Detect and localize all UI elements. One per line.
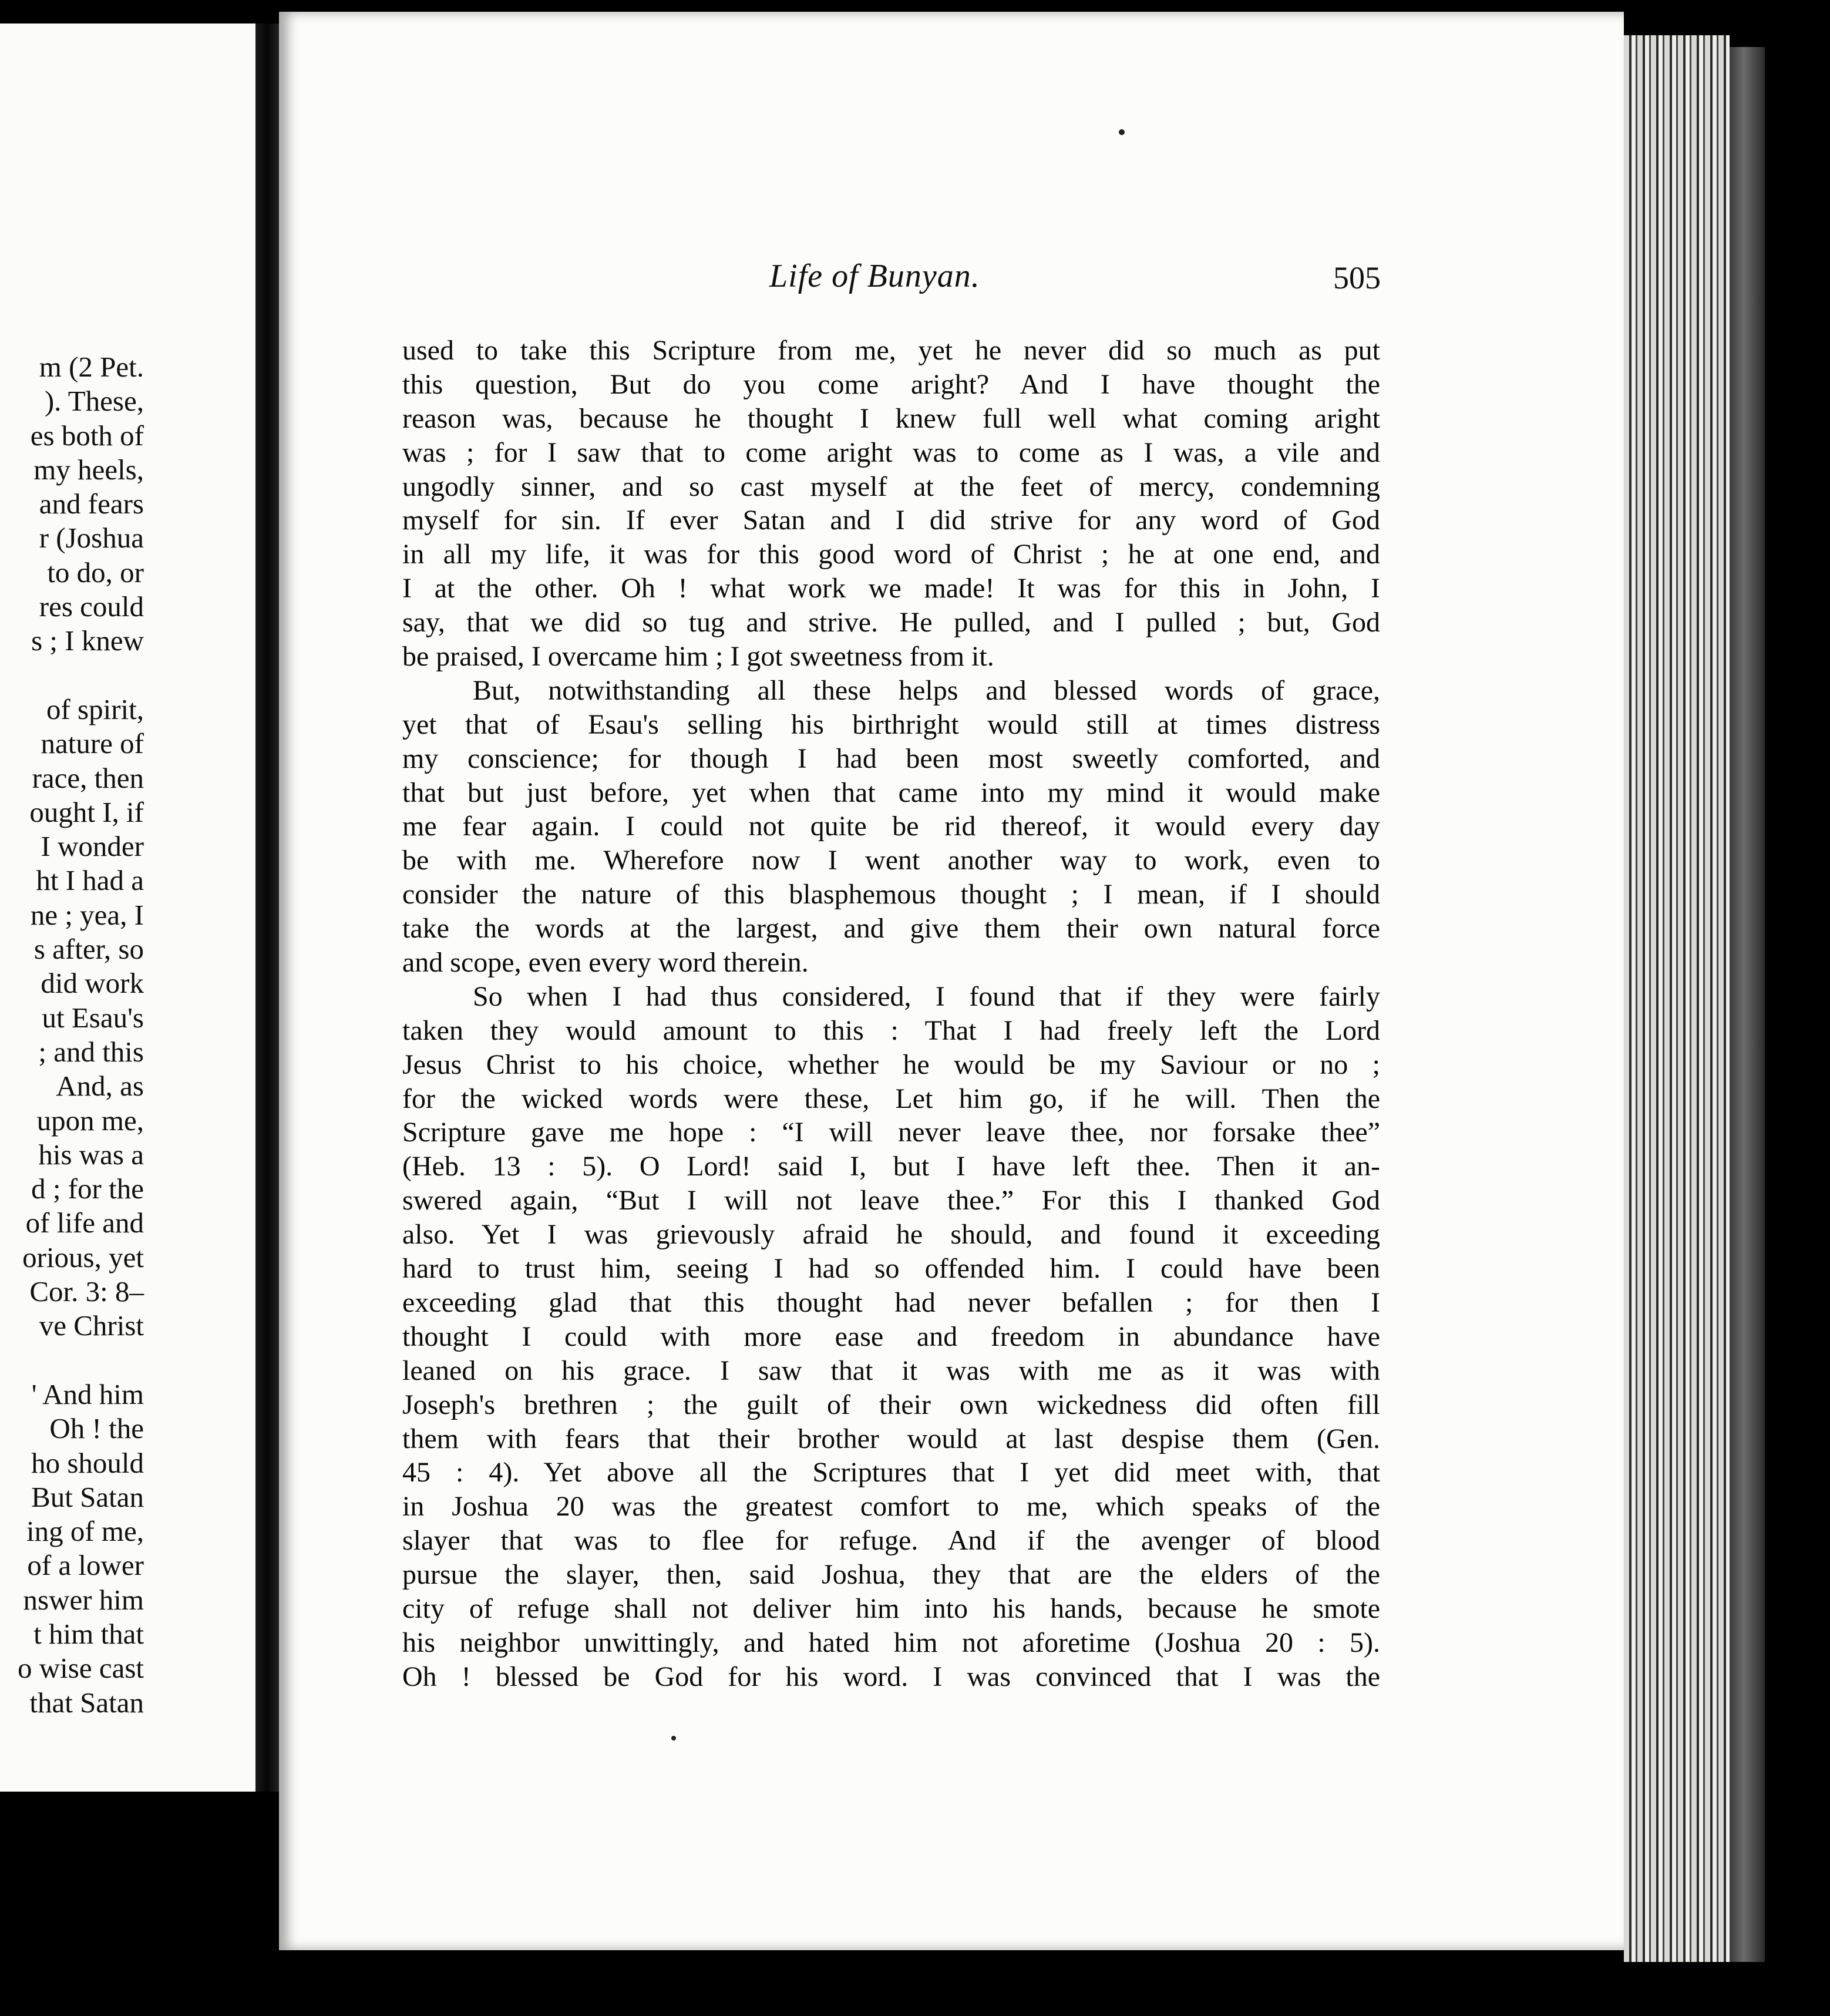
left-line: ve Christ [39, 1309, 144, 1342]
left-line: es both of [30, 419, 144, 452]
left-line: that Satan [29, 1686, 144, 1719]
text-line: was ; for I saw that to come aright was to come as I was, a vile and [402, 436, 1380, 468]
left-line: ). These, [44, 385, 144, 418]
body-text [402, 334, 1380, 1694]
left-line [0, 658, 144, 693]
left-line: But Satan [31, 1480, 144, 1513]
left-line: res could [39, 590, 144, 623]
text-line: this question, But do you come aright? And I have thought the [402, 368, 1380, 400]
text-line: city of refuge shall not deliver him into his hands, because he smote [402, 1592, 1380, 1624]
text-line: and scope, even every word therein. [402, 947, 809, 979]
left-line: s after, so [33, 933, 144, 966]
left-line: ' And him [31, 1377, 144, 1410]
ink-speck [671, 1736, 676, 1741]
text-line: ungodly sinner, and so cast myself at the feet of mercy, condemning [402, 471, 1380, 502]
left-line [0, 1343, 144, 1377]
text-line: reason was, because he thought I knew full well what coming aright [402, 402, 1380, 434]
page-edges [1624, 35, 1730, 1962]
left-line: my heels, [33, 453, 144, 486]
text-line: hard to trust him, seeing I had so offended him. I could have been [402, 1253, 1380, 1285]
text-line: swered again, “But I will not leave thee.” For this I thanked God [402, 1185, 1380, 1217]
running-title: Life of Bunyan. [769, 258, 980, 294]
text-line: me fear again. I could not quite be rid thereof, it would every day [402, 811, 1380, 842]
text-line: pursue the slayer, then, said Joshua, they that are the elders of the [402, 1559, 1380, 1591]
text-line: also. Yet I was grievously afraid he should, and found it exceeding [402, 1219, 1380, 1251]
text-line: his neighbor unwittingly, and hated him not aforetime (Joshua 20 : 5). [402, 1627, 1380, 1658]
text-line: But, notwithstanding all these helps and blessed words of grace, [473, 674, 1380, 706]
book-gutter [255, 23, 279, 1792]
text-line: in all my life, it was for this good word of Christ ; he at one end, and [402, 539, 1380, 570]
left-line: r (Joshua [39, 522, 144, 555]
left-line: o wise cast [18, 1652, 144, 1685]
page-header [279, 257, 1389, 298]
left-line: s ; I knew [31, 624, 144, 657]
text-line: Jesus Christ to his choice, whether he would be my Saviour or no ; [402, 1049, 1380, 1080]
text-line: myself for sin. If ever Satan and I did strive for any word of God [402, 505, 1380, 536]
left-line: upon me, [36, 1104, 144, 1137]
current-page [279, 12, 1624, 1950]
text-line: used to take this Scripture from me, yet he never did so much as put [402, 335, 1380, 366]
left-line: And, as [56, 1070, 144, 1103]
text-line: Oh ! blessed be God for his word. I was convinced that I was the [402, 1661, 1380, 1692]
book-cover-edge [1730, 47, 1765, 1962]
left-line: and fears [39, 488, 144, 520]
left-line: of life and [25, 1207, 144, 1239]
left-line: ne ; yea, I [30, 898, 144, 931]
previous-page [0, 23, 255, 1792]
left-line: ought I, if [29, 795, 144, 828]
ink-speck [1119, 129, 1125, 135]
left-line: ing of me, [26, 1515, 144, 1548]
text-line: exceeding glad that this thought had never befallen ; for then I [402, 1286, 1380, 1318]
left-line: did work [41, 967, 144, 1000]
left-line: of spirit, [46, 693, 144, 725]
text-line: (Heb. 13 : 5). O Lord! said I, but I have left thee. Then it an- [402, 1151, 1380, 1182]
left-line: race, then [32, 761, 144, 794]
left-line: ho should [31, 1446, 144, 1479]
previous-page-text [0, 350, 144, 1720]
left-line: orious, yet [22, 1241, 144, 1274]
left-line: d ; for the [31, 1172, 144, 1205]
text-line: Joseph's brethren ; the guilt of their own wickedness did often fill [402, 1389, 1380, 1420]
text-line: leaned on his grace. I saw that it was with me as it was with [402, 1355, 1380, 1386]
left-line: Oh ! the [49, 1412, 144, 1445]
text-line: in Joshua 20 was the greatest comfort to me, which speaks of the [402, 1491, 1380, 1523]
text-line: that but just before, yet when that came into my mind it would make [402, 777, 1380, 808]
text-line: thought I could with more ease and freedom in abundance have [402, 1321, 1380, 1352]
left-line: m (2 Pet. [39, 351, 144, 383]
left-line: his was a [38, 1138, 144, 1171]
left-line: of a lower [27, 1549, 144, 1582]
left-line: ut Esau's [42, 1001, 144, 1034]
left-line: I wonder [41, 830, 144, 863]
text-line: say, that we did so tug and strive. He pulled, and I pulled ; but, God [402, 607, 1380, 639]
text-line: be with me. Wherefore now I went another way to work, even to [402, 845, 1380, 876]
text-line: So when I had thus considered, I found that if they were fairly [473, 980, 1380, 1012]
text-line: consider the nature of this blasphemous thought ; I mean, if I should [402, 879, 1380, 910]
text-line: slayer that was to flee for refuge. And if the avenger of blood [402, 1525, 1380, 1557]
left-line: Cor. 3: 8– [29, 1275, 144, 1308]
left-line: nswer him [23, 1583, 144, 1616]
text-line: take the words at the largest, and give them their own natural force [402, 913, 1380, 945]
left-line: ; and this [38, 1035, 144, 1068]
text-line: 45 : 4). Yet above all the Scriptures that I yet did meet with, that [402, 1457, 1380, 1489]
left-line: ht I had a [36, 864, 144, 897]
text-line: my conscience; for though I had been most sweetly comforted, and [402, 742, 1380, 774]
left-line: to do, or [47, 556, 144, 589]
text-line: I at the other. Oh ! what work we made! It was for this in John, I [402, 573, 1380, 604]
text-line: Scripture gave me hope : “I will never leave thee, nor forsake thee” [402, 1117, 1380, 1148]
text-line: for the wicked words were these, Let him go, if he will. Then the [402, 1083, 1380, 1114]
text-line: taken they would amount to this : That I had freely left the Lord [402, 1014, 1380, 1046]
left-line: t him that [33, 1617, 144, 1650]
text-line: yet that of Esau's selling his birthright would still at times distress [402, 708, 1380, 740]
left-line: nature of [41, 727, 144, 760]
page-number: 505 [1333, 260, 1381, 295]
text-line: be praised, I overcame him ; I got sweetness from it. [402, 641, 994, 673]
text-line: them with fears that their brother would at last despise them (Gen. [402, 1423, 1380, 1454]
